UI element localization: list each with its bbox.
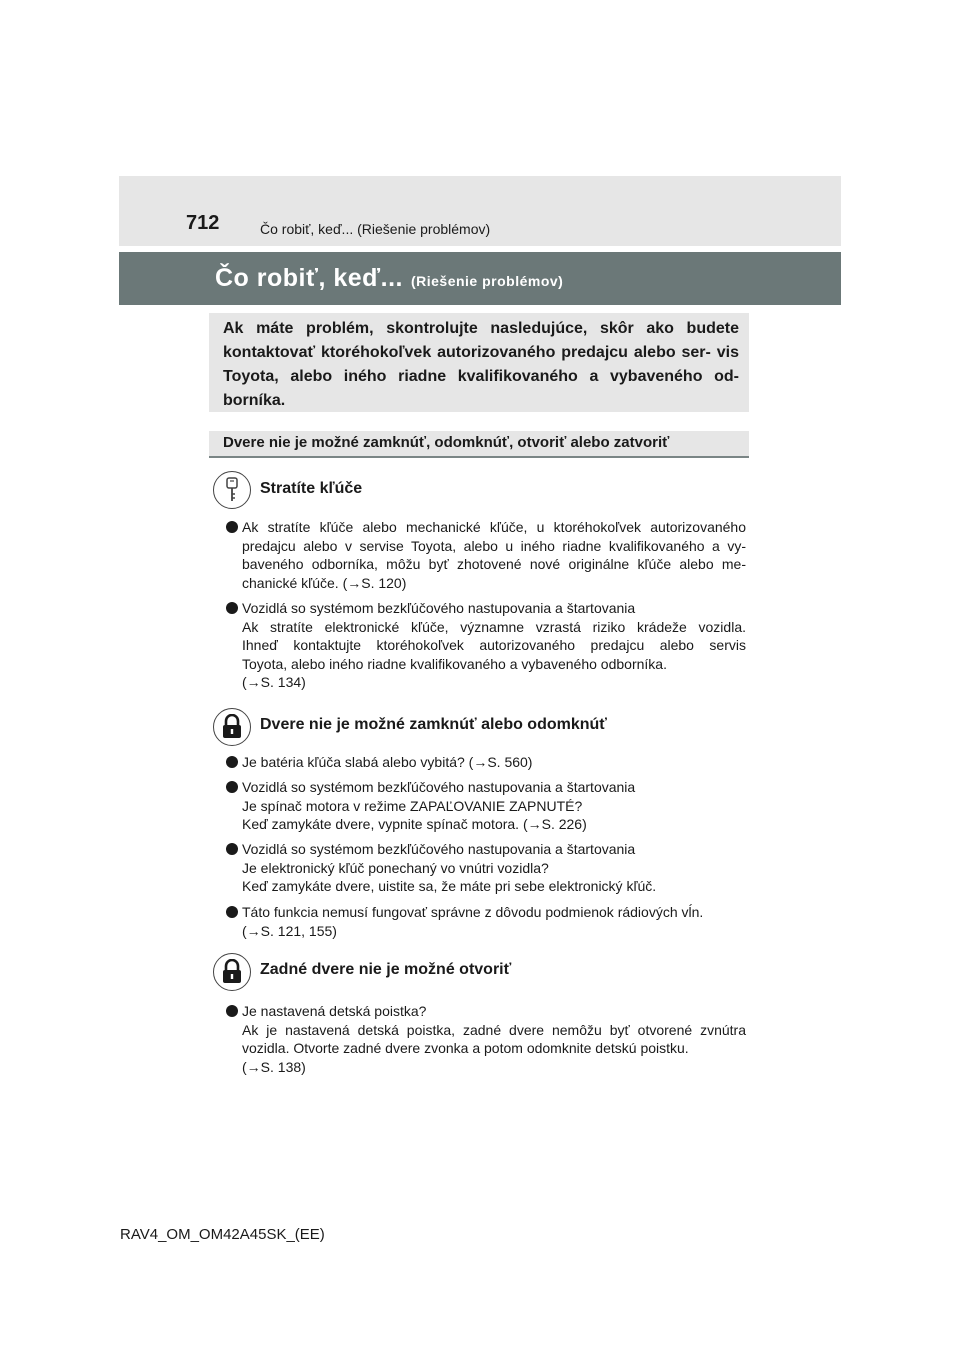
- list-item: [226, 840, 746, 896]
- list-item-line: Keď zamykáte dvere, vypnite spínač motora. (→S. 226): [242, 816, 587, 833]
- list-item: [226, 753, 746, 772]
- list-item-line: baveného odborníka, môžu byť zhotovené nové originálne kľúče alebo me-: [242, 556, 746, 573]
- page-number: 712: [186, 212, 220, 234]
- list-item-line: Vozidlá so systémom bezkľúčového nastupovania a štartovania: [242, 779, 636, 795]
- list-item-line: chanické kľúče. (→S. 120): [242, 574, 407, 591]
- page-title-main: Čo robiť, keď...: [215, 264, 403, 292]
- list-item-line: vozidla. Otvorte zadné dvere zvonka a potom odomknite detskú poistku.: [242, 1040, 689, 1057]
- bullet-dot: [226, 1005, 238, 1017]
- lock-icon: [213, 708, 251, 746]
- bullet-dot: [226, 756, 238, 768]
- running-head: Čo robiť, keď... (Riešenie problémov): [260, 221, 491, 237]
- list-item-line: Ak je nastavená detská poistka, zadné dvere nemôžu byť otvorené zvnútra: [242, 1021, 746, 1038]
- list-item-line: Je batéria kľúča slabá alebo vybitá? (→S. 560): [242, 754, 533, 770]
- intro-line: vis Toyota, alebo iného riadne kvalifikovaného a vybaveného od-: [223, 344, 739, 385]
- subsection-title: Zadné dvere nie je možné otvoriť: [260, 961, 512, 978]
- intro-box: [209, 313, 749, 412]
- list-item: [226, 903, 746, 940]
- list-item-line: Vozidlá so systémom bezkľúčového nastupovania a štartovania: [242, 841, 636, 857]
- bullet-dot: [226, 521, 238, 533]
- list-item-line: (→S. 134): [242, 674, 306, 691]
- section-heading: [209, 431, 749, 458]
- page-title: [215, 264, 563, 293]
- intro-text: [209, 313, 749, 413]
- key-icon: [213, 471, 251, 509]
- lock-icon: [213, 953, 251, 991]
- bullet-dot: [226, 602, 238, 614]
- list-item-line: Ak stratíte elektronické kľúče, významne vzrastá riziko krádeže vozidla.: [242, 618, 746, 635]
- list-item-line: (→S. 138): [242, 1058, 306, 1075]
- list-item-line: Táto funkcia nemusí fungovať správne z dôvodu podmienok rádiových vĺn.: [242, 904, 704, 920]
- footer-doc-code: RAV4_OM_OM42A45SK_(EE): [120, 1226, 325, 1243]
- list-item: [226, 518, 746, 592]
- list-item-line: predajcu alebo v servise Toyota, alebo u iného riadne kvalifikovaného a vy-: [242, 537, 746, 554]
- subsection-title: Dvere nie je možné zamknúť alebo odomknúť: [260, 716, 607, 733]
- bullet-dot: [226, 843, 238, 855]
- list-item-line: (→S. 121, 155): [242, 922, 337, 939]
- list-item: [226, 778, 746, 834]
- bullet-dot: [226, 906, 238, 918]
- page-title-bar: [119, 252, 841, 305]
- list-item-line: Ihneď kontaktujte ktoréhokoľvek autorizovaného predajcu alebo servis: [242, 637, 746, 654]
- list-item: [226, 599, 746, 692]
- list-item-line: Je nastavená detská poistka?: [242, 1003, 427, 1019]
- list-item: [226, 1002, 746, 1076]
- list-item-line: Toyota, alebo iného riadne kvalifikovaného a vybaveného odborníka.: [242, 655, 667, 672]
- list-item-line: Je spínač motora v režime ZAPAĽOVANIE ZAPNUTÉ?: [242, 797, 583, 814]
- intro-line: borníka.: [223, 392, 286, 409]
- list-item-line: Vozidlá so systémom bezkľúčového nastupovania a štartovania: [242, 600, 636, 616]
- list-item-line: Keď zamykáte dvere, uistite sa, že máte pri sebe elektronický kľúč.: [242, 878, 657, 895]
- intro-line: Ak máte problém, skontrolujte nasledujúce, skôr ako budete: [223, 320, 739, 337]
- bullet-dot: [226, 781, 238, 793]
- list-item-line: Ak stratíte kľúče alebo mechanické kľúče, u ktoréhokoľvek autorizovaného: [242, 519, 746, 535]
- list-item-line: Je elektronický kľúč ponechaný vo vnútri vozidla?: [242, 859, 549, 876]
- subsection-title: Stratíte kľúče: [260, 480, 363, 497]
- intro-line: kontaktovať ktoréhokoľvek autorizovaného predajcu alebo ser-: [223, 344, 711, 361]
- section-heading-text: Dvere nie je možné zamknúť, odomknúť, otvoriť alebo zatvoriť: [223, 434, 670, 451]
- page-title-sub: (Riešenie problémov): [410, 273, 564, 289]
